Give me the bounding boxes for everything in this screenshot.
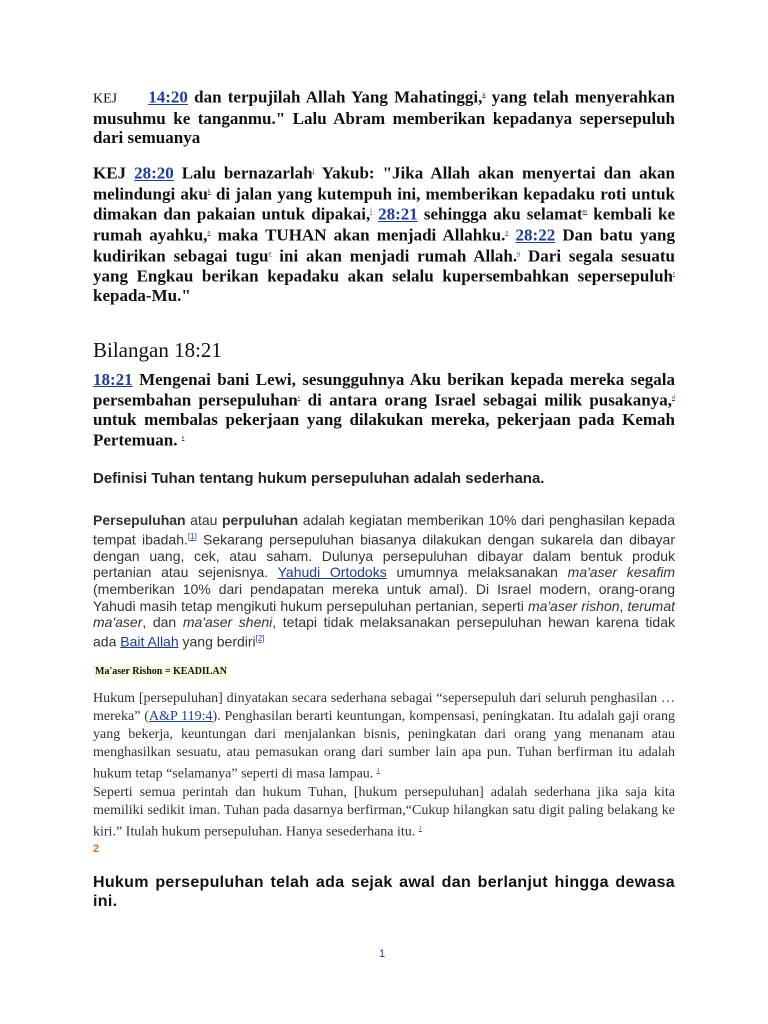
verse-ref-link[interactable]: 18:21	[93, 370, 133, 389]
footnote-link[interactable]: d	[672, 395, 675, 401]
verse-text: di jalan yang kutempuh ini, memberikan kepadaku roti untuk dimakan dan pakaian untuk dipakai,	[93, 184, 676, 224]
verse-text: kepada-Mu."	[93, 285, 191, 305]
footnote-link[interactable]: p	[268, 250, 272, 257]
footnote-link[interactable]: m	[582, 209, 588, 216]
orange-number: 2	[93, 843, 100, 855]
definition-paragraph	[93, 512, 675, 650]
page-number: 1	[379, 948, 386, 960]
footnote-link[interactable]: k	[207, 188, 211, 195]
verse-genesis-14-20	[93, 86, 675, 147]
italic-term: ma'aser rishon	[527, 597, 620, 614]
footnote-link[interactable]: g	[482, 92, 486, 98]
footnote-link[interactable]: o	[505, 229, 509, 236]
footnote-link[interactable]: l	[370, 209, 372, 216]
body-text: , tetapi tidak melaksanakan persepuluhan hewan karena tidak ada	[93, 614, 675, 650]
body-text: Seperti semua perintah dan hukum Tuhan, [hukum persepuluhan] adalah sederhana jika saja kita memiliki sedikit iman. Tuhan pada dasarnya berfirman,“Cukup hilangkan satu digit paling belakang ke kiri.” Itulah hukum persepuluhan. Hanya sesederhana itu.	[93, 784, 675, 840]
verse-text: Dari segala sesuatu yang Engkau berikan kepadaku akan selalu kupersembahkan sepersepuluh	[93, 246, 676, 286]
footnote-link[interactable]: j	[312, 168, 315, 174]
verse-ref-link[interactable]: 14:20	[148, 87, 188, 107]
history-heading: Hukum persepuluhan telah ada sejak awal dan berlanjut hingga dewasa ini.	[93, 874, 675, 910]
term-bold: perpuluhan	[221, 512, 299, 528]
body-text: (memberikan 10% dari pendapatan mereka untuk amal). Di Israel modern, orang-orang Yahudi masih tetap mengikuti hukum persepuluhan pertanian, seperti	[93, 581, 675, 614]
verse-text: Dan batu yang kudirikan sebagai tugu	[93, 225, 676, 266]
verse-text: yang telah menyerahkan musuhmu ke tanganmu." Lalu Abram memberikan kepadanya sepersepuluh dari semuanya	[93, 87, 675, 147]
verse-text: ini akan menjadi rumah Allah.	[271, 246, 518, 266]
verse-text: untuk membalas pekerjaan yang dilakukan mereka, pekerjaan pada Kemah Pertemuan.	[93, 409, 675, 450]
body-text: ). Penghasilan berarti keuntungan, kompensasi, peningkatan. Itu adalah gaji orang yang bekerja, keuntungan dari menjalankan bisnis, peningkatan dari orang yang menanam atau menghasilkan sesuatu, atau pemasukan orang dari sumber lain apa pun. Tuhan berfirman itu adalah hukum tetap “selamanya” seperti di masa lampau.	[93, 709, 675, 782]
verse-text: Yakub: "Jika Allah akan menyertai dan akan melindungi aku	[93, 163, 675, 204]
footnote-link[interactable]: [1]	[187, 531, 197, 541]
quote-paragraph	[93, 690, 675, 841]
footnote-link[interactable]: q	[517, 250, 521, 257]
verse-text: Mengenai bani Lewi, sesungguhnya Aku berikan kepada mereka segala persembahan persepuluhan	[93, 370, 675, 410]
verse-text: maka TUHAN akan menjadi Allahku.	[210, 225, 506, 245]
wiki-link-bait-allah[interactable]: Bait Allah	[120, 633, 179, 650]
body-text: Hukum [persepuluhan] dinyatakan secara sederhana sebagai “sepersepuluh dari seluruh penghasilan … mereka” (	[93, 691, 675, 724]
verse-ref-link[interactable]: 28:21	[378, 204, 418, 224]
section-heading-bilangan: Bilangan 18:21	[93, 338, 222, 362]
footnote-link[interactable]: 1	[418, 825, 422, 832]
body-text: umumnya melaksanakan	[386, 564, 568, 581]
verse-text: dan terpujilah Allah Yang Mahatinggi,	[187, 87, 483, 107]
verse-text: di antara orang Israel sebagai milik pusakanya,	[300, 390, 672, 410]
book-abbrev: KEJ	[93, 163, 127, 183]
maaser-rishon-label: Ma'aser Rishon = KEADILAN	[95, 666, 227, 677]
footnote-link[interactable]: r	[673, 271, 675, 278]
footnote-link[interactable]: n	[207, 229, 211, 236]
body-text: atau	[185, 512, 222, 528]
body-text: Sekarang persepuluhan biasanya dilakukan dengan sukarela dan dibayar dengan uang, cek, atau saham. Dulunya persepuluhan dibayar dalam bentuk produk pertanian atau sejenisnya.	[93, 531, 676, 581]
body-text: ,	[619, 597, 628, 614]
term-bold: Persepuluhan	[93, 512, 186, 528]
italic-term: ma'aser kesafim	[567, 564, 675, 581]
verse-ref-link[interactable]: 28:20	[134, 163, 174, 183]
italic-term: terumat ma'aser	[93, 597, 675, 631]
verse-ref-link[interactable]: 28:22	[515, 225, 556, 245]
verse-text: Lalu bernazarlah	[173, 163, 313, 183]
verse-numbers-18-21	[93, 370, 675, 449]
body-text: adalah kegiatan memberikan 10% dari penghasilan kepada tempat ibadah.	[93, 512, 675, 548]
verse-text: kembali ke rumah ayahku,	[93, 204, 675, 245]
footnote-link[interactable]: e	[181, 434, 185, 441]
body-text: , dan	[142, 614, 183, 631]
body-text: yang berdiri	[178, 633, 256, 650]
definition-heading: Definisi Tuhan tentang hukum persepuluhan adalah sederhana.	[93, 470, 545, 487]
wiki-link-yahudi-ortodoks[interactable]: Yahudi Ortodoks	[277, 564, 387, 581]
footnote-link[interactable]: c	[297, 395, 301, 401]
footnote-link[interactable]: [2]	[255, 633, 265, 643]
book-abbrev: KEJ	[93, 91, 118, 107]
scripture-link[interactable]: A&P 119:4	[148, 709, 213, 724]
verse-genesis-28-20	[93, 162, 675, 305]
verse-text: sehingga aku selamat	[417, 204, 583, 224]
footnote-link[interactable]: 1	[376, 768, 380, 774]
italic-term: ma'aser sheni	[182, 614, 273, 631]
